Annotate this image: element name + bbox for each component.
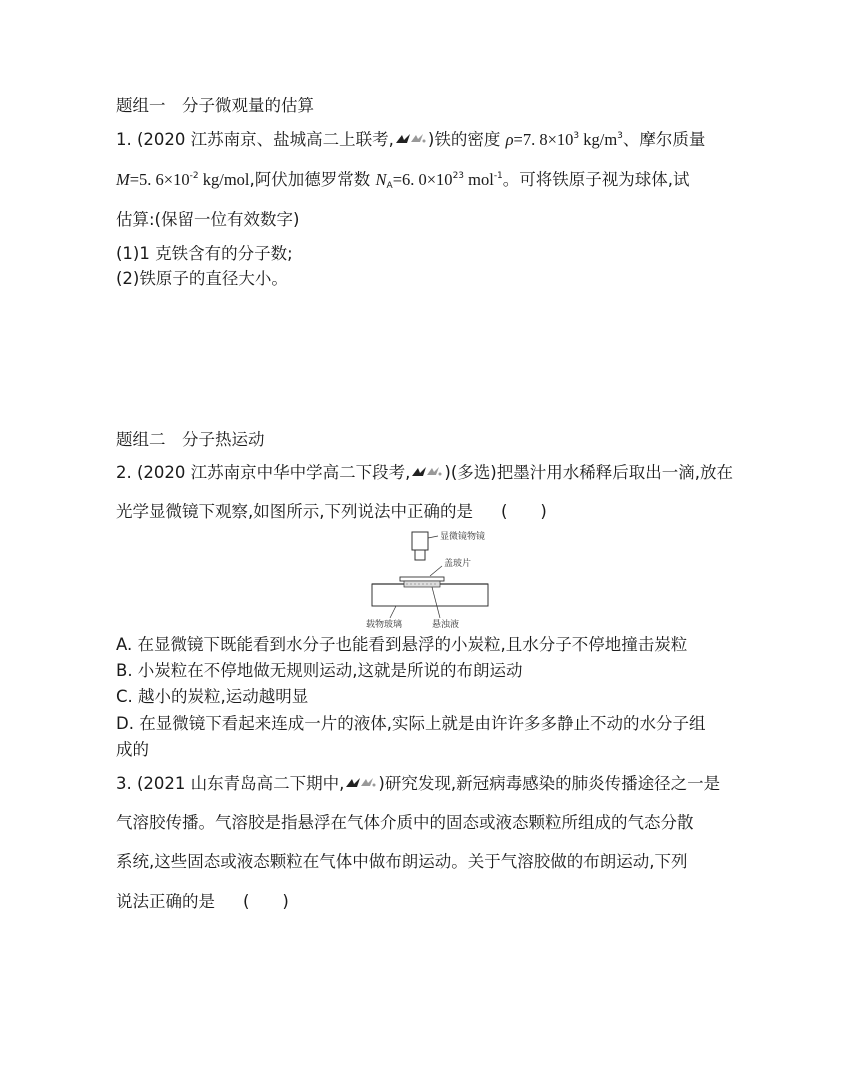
q2-line1: 2. (2020 江苏南京中华中学高二下段考, )(多选)把墨汁用水稀释后取出一滴,放在 xyxy=(116,463,733,482)
q2-line2: 光学显微镜下观察,如图所示,下列说法中正确的是 ( ) xyxy=(116,502,547,521)
label-coverslip: 盖玻片 xyxy=(444,559,472,569)
coverslip xyxy=(400,577,444,581)
q3-line3: 系统,这些固态或液态颗粒在气体中做布朗运动。关于气溶胶做的布朗运动,下列 xyxy=(116,852,688,871)
q1-sub1: (1)1 克铁含有的分子数; xyxy=(116,244,293,263)
q3-line4: 说法正确的是 ( ) xyxy=(116,892,289,911)
objective-lens xyxy=(412,532,428,550)
q2-option-a: A. 在显微镜下既能看到水分子也能看到悬浮的小炭粒,且水分子不停地撞击炭粒 xyxy=(116,635,688,654)
difficulty-star-icon xyxy=(410,464,444,480)
label-slide: 载物玻璃 xyxy=(366,620,403,630)
label-objective: 显微镜物镜 xyxy=(440,532,486,542)
q2-source: 2. (2020 江苏南京中华中学高二下段考, xyxy=(116,463,411,482)
q2-option-b: B. 小炭粒在不停地做无规则运动,这就是所说的布朗运动 xyxy=(116,661,523,680)
q1-line2: M=5. $6\times 10^{-2}$ kg/mol,阿伏加德罗常数 $N_A=6$. $0\times 10^{23}$ mol$^{-1}$。可将铁原子视为球体,试 xyxy=(116,170,690,191)
q2-option-d-line2: 成的 xyxy=(116,740,149,759)
microscope-diagram xyxy=(360,530,500,630)
group2-title: 题组二 分子热运动 xyxy=(116,430,265,449)
answer-blank: ( ) xyxy=(501,502,547,521)
q3-line1: 3. (2021 山东青岛高二下期中, )研究发现,新冠病毒感染的肺炎传播途径之一是 xyxy=(116,774,721,793)
q1-line1: 1. (2020 江苏南京、盐城高二上联考, )铁的密度 ρ=7. $8\times 10^3$ $kg/m^3$、摩尔质量 xyxy=(116,130,706,149)
difficulty-star-icon xyxy=(394,131,428,147)
q3-line2: 气溶胶传播。气溶胶是指悬浮在气体介质中的固态或液态颗粒所组成的气态分散 xyxy=(116,813,694,832)
answer-blank: ( ) xyxy=(243,892,289,911)
difficulty-star-icon xyxy=(344,775,378,791)
q1-line3: 估算:(保留一位有效数字) xyxy=(116,210,300,229)
label-suspension: 悬浊液 xyxy=(432,620,460,630)
objective-tip xyxy=(415,550,425,560)
group1-title: 题组一 分子微观量的估算 xyxy=(116,96,314,115)
q1-sub2: (2)铁原子的直径大小。 xyxy=(116,269,288,288)
q2-option-c: C. 越小的炭粒,运动越明显 xyxy=(116,687,309,706)
q1-source: 1. (2020 江苏南京、盐城高二上联考, xyxy=(116,130,394,149)
q3-source: 3. (2021 山东青岛高二下期中, xyxy=(116,774,345,793)
q2-option-d-line1: D. 在显微镜下看起来连成一片的液体,实际上就是由许许多多静止不动的水分子组 xyxy=(116,714,706,733)
